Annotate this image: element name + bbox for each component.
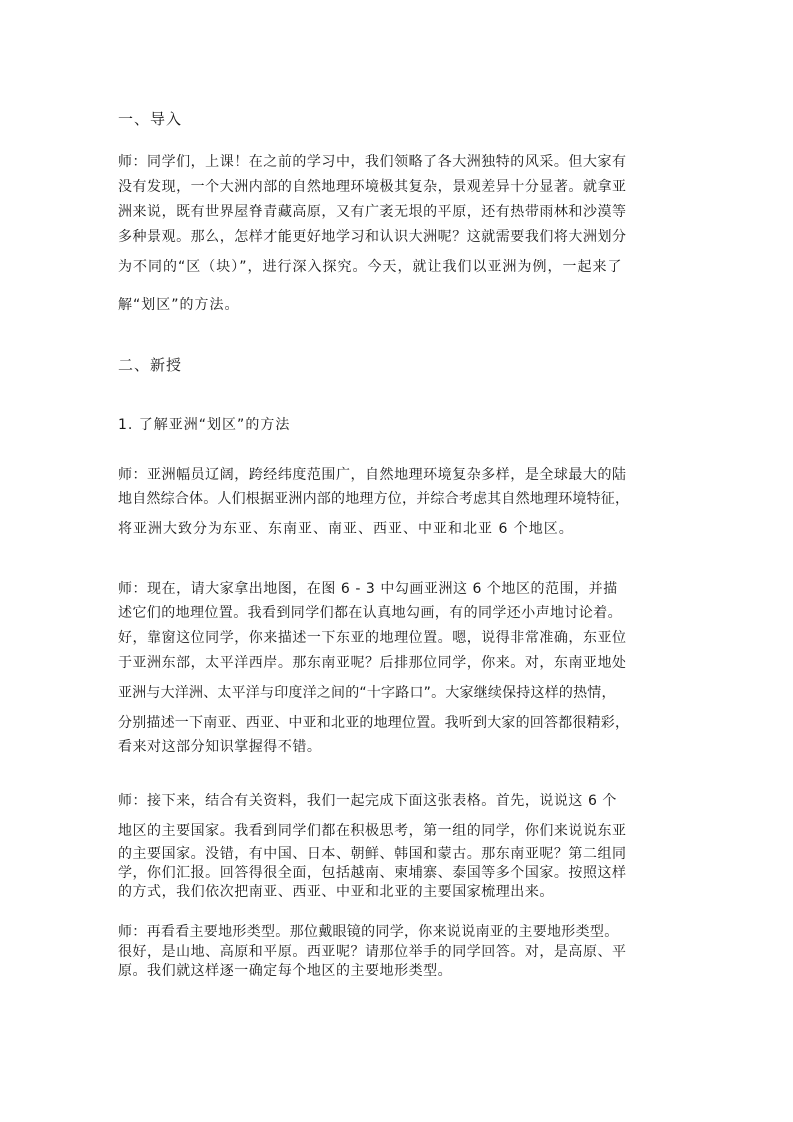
paragraph-line: 述它们的地理位置。我看到同学们都在认真地勾画，有的同学还小声地讨论着。 [118,605,622,621]
paragraph-line: 解“划区”的方法。 [118,297,240,313]
paragraph-line: 师：再看看主要地形类型。那位戴眼镜的同学，你来说说南亚的主要地形类型。 [118,924,619,940]
paragraph-line: 师：亚洲幅员辽阔，跨经纬度范围广，自然地理环境复杂多样，是全球最大的陆 [118,467,627,483]
section-heading-intro: 一、导入 [118,110,183,128]
paragraph-line: 好，靠窗这位同学，你来描述一下东亚的地理位置。嗯，说得非常准确，东亚位 [118,630,627,646]
paragraph-line: 没有发现，一个大洲内部的自然地理环境极其复杂，景观差异十分显著。就拿亚 [118,179,627,195]
paragraph-line: 学，你们汇报。回答得很全面，包括越南、柬埔寨、泰国等多个国家。按照这样 [118,865,627,881]
paragraph-line: 为不同的“区（块）”，进行深入探究。今天，就让我们以亚洲为例，一起来了 [118,259,623,275]
paragraph-line: 师：接下来，结合有关资料，我们一起完成下面这张表格。首先，说说这 6 个 [118,793,617,809]
subsection-heading: 1. 了解亚洲“划区”的方法 [118,417,291,433]
paragraph-line: 将亚洲大致分为东亚、东南亚、南亚、西亚、中亚和北亚 6 个地区。 [118,521,574,537]
paragraph-line: 的方式，我们依次把南亚、西亚、中亚和北亚的主要国家梳理出来。 [118,884,554,900]
paragraph-line: 于亚洲东部，太平洋西岸。那东南亚呢？后排那位同学，你来。对，东南亚地处 [118,655,627,671]
paragraph-line: 师：现在，请大家拿出地图，在图 6 - 3 中勾画亚洲这 6 个地区的范围，并描 [118,581,618,597]
paragraph-line: 原。我们就这样逐一确定每个地区的主要地形类型。 [118,963,453,979]
paragraph-line: 亚洲与大洋洲、太平洋与印度洋之间的“十字路口”。大家继续保持这样的热情， [118,685,616,701]
paragraph-line: 洲来说，既有世界屋脊青藏高原，又有广袤无垠的平原，还有热带雨林和沙漠等 [118,204,627,220]
paragraph-line: 地自然综合体。人们根据亚洲内部的地理方位，并综合考虑其自然地理环境特征， [118,491,630,507]
paragraph-line: 很好，是山地、高原和平原。西亚呢？请那位举手的同学回答。对，是高原、平 [118,944,627,960]
paragraph-line: 的主要国家。没错，有中国、日本、朝鲜、韩国和蒙古。那东南亚呢？第二组同 [118,846,627,862]
paragraph-line: 看来对这部分知识掌握得不错。 [118,739,322,755]
paragraph-line: 地区的主要国家。我看到同学们都在积极思考，第一组的同学，你们来说说东亚 [118,823,627,839]
paragraph-line: 多种景观。那么，怎样才能更好地学习和认识大洲呢？这就需要我们将大洲划分 [118,229,627,245]
section-heading-new-lesson: 二、新授 [118,356,183,374]
paragraph-line: 分别描述一下南亚、西亚、中亚和北亚的地理位置。我听到大家的回答都很精彩， [118,715,630,731]
paragraph-line: 师：同学们，上课！在之前的学习中，我们领略了各大洲独特的风采。但大家有 [118,154,627,170]
